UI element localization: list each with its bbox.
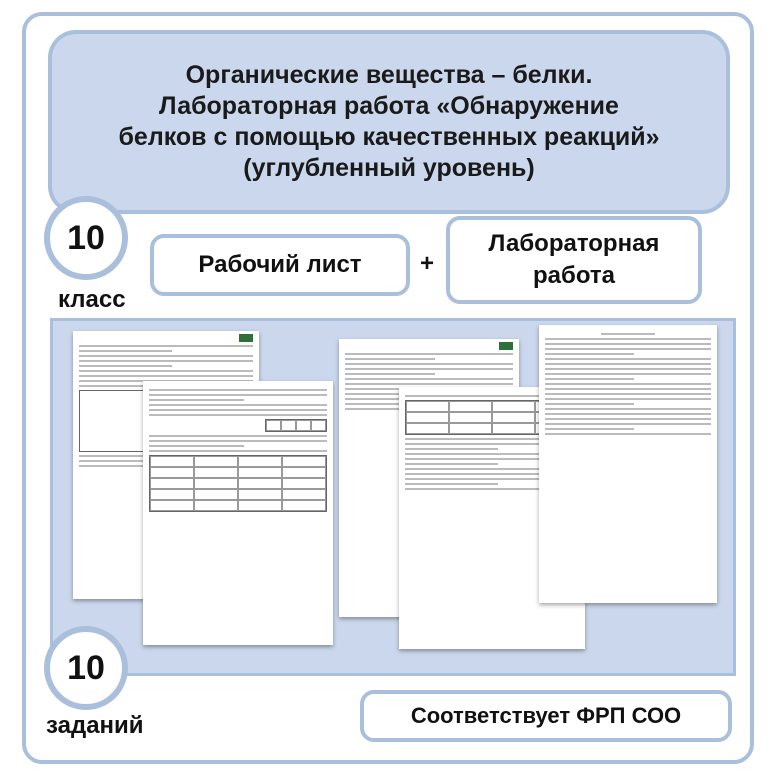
grade-label: класс (58, 286, 126, 313)
grade-number: 10 (67, 218, 105, 257)
worksheet-preview (50, 318, 736, 676)
preview-page-2 (143, 381, 333, 645)
preview-tag (239, 334, 253, 342)
title-line-2: Лабораторная работа «Обнаружение (159, 92, 619, 120)
title-line-3: белков с помощью качественных реакций» (118, 123, 660, 151)
preview-page-5 (539, 325, 717, 603)
title-line-1: Органические вещества – белки. (185, 61, 593, 89)
title-line-4: (углубленный уровень) (243, 154, 535, 182)
lab-label-text: Лабораторная работа (488, 230, 660, 289)
tasks-number: 10 (67, 648, 105, 687)
lab-label (446, 216, 702, 304)
tasks-label: заданий (46, 712, 144, 739)
plus-sign: + (420, 250, 435, 277)
compliance-badge (360, 690, 732, 742)
compliance-text: Соответствует ФРП СОО (410, 703, 682, 728)
title-banner (48, 30, 730, 214)
tasks-badge (44, 626, 128, 710)
worksheet-label (150, 234, 410, 296)
worksheet-label-text: Рабочий лист (198, 251, 362, 278)
grade-badge (44, 196, 128, 280)
